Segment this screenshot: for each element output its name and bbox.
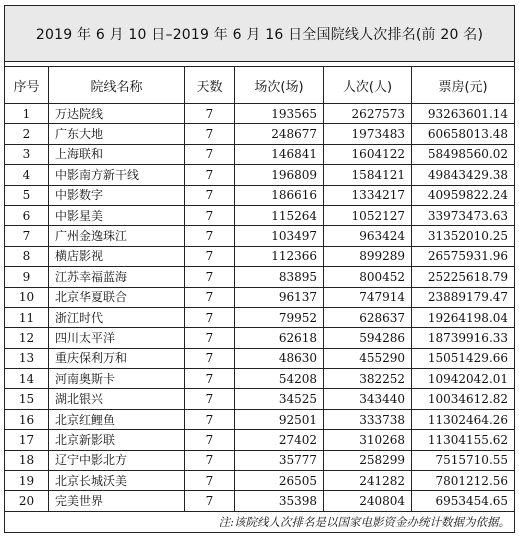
table-row bbox=[5, 226, 515, 246]
cell-name: 广州金逸珠江 bbox=[49, 226, 185, 246]
note-row bbox=[5, 511, 515, 532]
cell-shows: 62618 bbox=[235, 328, 324, 348]
cell-boxoffice: 23889179.47 bbox=[412, 287, 515, 307]
cell-boxoffice: 49843429.38 bbox=[412, 165, 515, 185]
table-row bbox=[5, 369, 515, 389]
table-body bbox=[5, 104, 515, 512]
cell-days: 7 bbox=[185, 185, 235, 205]
table-title: 2019 年 6 月 10 日–2019 年 6 月 16 日全国院线人次排名(前 20 名) bbox=[5, 6, 515, 62]
cell-boxoffice: 15051429.66 bbox=[412, 348, 515, 368]
header-shows: 场次(场) bbox=[235, 67, 324, 104]
cell-name: 湖北银兴 bbox=[49, 389, 185, 409]
cell-boxoffice: 10034612.82 bbox=[412, 389, 515, 409]
cell-days: 7 bbox=[185, 267, 235, 287]
cell-attendance: 241282 bbox=[324, 471, 412, 491]
cell-rank: 16 bbox=[5, 409, 49, 429]
cell-attendance: 1052127 bbox=[324, 205, 412, 225]
header-name: 院线名称 bbox=[49, 67, 185, 104]
cell-attendance: 899289 bbox=[324, 246, 412, 266]
cell-attendance: 455290 bbox=[324, 348, 412, 368]
cell-name: 万达院线 bbox=[49, 104, 185, 124]
cell-rank: 15 bbox=[5, 389, 49, 409]
cell-days: 7 bbox=[185, 144, 235, 164]
cell-shows: 35398 bbox=[235, 491, 324, 511]
footnote: 注:该院线人次排名是以国家电影资金办统计数据为依据。 bbox=[5, 511, 515, 532]
cell-name: 北京红鲤鱼 bbox=[49, 409, 185, 429]
cell-rank: 14 bbox=[5, 369, 49, 389]
cell-boxoffice: 93263601.14 bbox=[412, 104, 515, 124]
cell-days: 7 bbox=[185, 369, 235, 389]
cell-days: 7 bbox=[185, 328, 235, 348]
cell-attendance: 594286 bbox=[324, 328, 412, 348]
cell-boxoffice: 7801212.56 bbox=[412, 471, 515, 491]
table-row bbox=[5, 430, 515, 450]
cell-name: 河南奥斯卡 bbox=[49, 369, 185, 389]
cell-shows: 96137 bbox=[235, 287, 324, 307]
cell-rank: 19 bbox=[5, 471, 49, 491]
cell-name: 浙江时代 bbox=[49, 307, 185, 327]
cell-boxoffice: 31352010.25 bbox=[412, 226, 515, 246]
cell-attendance: 258299 bbox=[324, 450, 412, 470]
cell-name: 广东大地 bbox=[49, 124, 185, 144]
header-boxoffice: 票房(元) bbox=[412, 67, 515, 104]
cell-attendance: 310268 bbox=[324, 430, 412, 450]
cell-days: 7 bbox=[185, 491, 235, 511]
table-row bbox=[5, 246, 515, 266]
cell-boxoffice: 6953454.65 bbox=[412, 491, 515, 511]
cell-name: 北京华夏联合 bbox=[49, 287, 185, 307]
cell-days: 7 bbox=[185, 471, 235, 491]
cell-rank: 6 bbox=[5, 205, 49, 225]
cell-rank: 4 bbox=[5, 165, 49, 185]
cell-days: 7 bbox=[185, 205, 235, 225]
cell-shows: 196809 bbox=[235, 165, 324, 185]
table-row bbox=[5, 389, 515, 409]
cell-name: 中影数字 bbox=[49, 185, 185, 205]
cell-boxoffice: 19264198.04 bbox=[412, 307, 515, 327]
ranking-table bbox=[4, 5, 515, 533]
header-rank: 序号 bbox=[5, 67, 49, 104]
cell-shows: 186616 bbox=[235, 185, 324, 205]
cell-attendance: 382252 bbox=[324, 369, 412, 389]
cell-days: 7 bbox=[185, 226, 235, 246]
cell-rank: 17 bbox=[5, 430, 49, 450]
cell-rank: 5 bbox=[5, 185, 49, 205]
cell-boxoffice: 18739916.33 bbox=[412, 328, 515, 348]
cell-shows: 115264 bbox=[235, 205, 324, 225]
cell-days: 7 bbox=[185, 348, 235, 368]
cell-attendance: 800452 bbox=[324, 267, 412, 287]
cell-shows: 146841 bbox=[235, 144, 324, 164]
header-attendance: 人次(人) bbox=[324, 67, 412, 104]
cell-shows: 92501 bbox=[235, 409, 324, 429]
cell-rank: 7 bbox=[5, 226, 49, 246]
cell-attendance: 747914 bbox=[324, 287, 412, 307]
cell-attendance: 240804 bbox=[324, 491, 412, 511]
cell-attendance: 1334217 bbox=[324, 185, 412, 205]
cell-days: 7 bbox=[185, 450, 235, 470]
table-row bbox=[5, 144, 515, 164]
cell-name: 上海联和 bbox=[49, 144, 185, 164]
cell-attendance: 628637 bbox=[324, 307, 412, 327]
cell-shows: 193565 bbox=[235, 104, 324, 124]
cell-boxoffice: 26575931.96 bbox=[412, 246, 515, 266]
table-row bbox=[5, 267, 515, 287]
cell-attendance: 2627573 bbox=[324, 104, 412, 124]
table-row bbox=[5, 450, 515, 470]
cell-name: 北京新影联 bbox=[49, 430, 185, 450]
table-row bbox=[5, 328, 515, 348]
cell-days: 7 bbox=[185, 104, 235, 124]
cell-boxoffice: 11304155.62 bbox=[412, 430, 515, 450]
cell-shows: 83895 bbox=[235, 267, 324, 287]
table-row bbox=[5, 287, 515, 307]
cell-boxoffice: 40959822.24 bbox=[412, 185, 515, 205]
cell-rank: 2 bbox=[5, 124, 49, 144]
cell-name: 中影南方新干线 bbox=[49, 165, 185, 185]
title-row bbox=[5, 6, 515, 62]
cell-days: 7 bbox=[185, 409, 235, 429]
cell-rank: 18 bbox=[5, 450, 49, 470]
cell-name: 完美世界 bbox=[49, 491, 185, 511]
cell-rank: 1 bbox=[5, 104, 49, 124]
table-row bbox=[5, 205, 515, 225]
cell-days: 7 bbox=[185, 124, 235, 144]
cell-rank: 10 bbox=[5, 287, 49, 307]
cell-rank: 8 bbox=[5, 246, 49, 266]
cell-shows: 248677 bbox=[235, 124, 324, 144]
table-row bbox=[5, 348, 515, 368]
cell-boxoffice: 60658013.48 bbox=[412, 124, 515, 144]
cell-shows: 26505 bbox=[235, 471, 324, 491]
cell-shows: 48630 bbox=[235, 348, 324, 368]
cell-attendance: 343440 bbox=[324, 389, 412, 409]
cell-rank: 11 bbox=[5, 307, 49, 327]
table-row bbox=[5, 409, 515, 429]
cell-shows: 79952 bbox=[235, 307, 324, 327]
cell-shows: 34525 bbox=[235, 389, 324, 409]
cell-days: 7 bbox=[185, 246, 235, 266]
cell-name: 北京长城沃美 bbox=[49, 471, 185, 491]
table-row bbox=[5, 491, 515, 511]
cell-attendance: 1584121 bbox=[324, 165, 412, 185]
cell-boxoffice: 7515710.55 bbox=[412, 450, 515, 470]
cell-name: 辽宁中影北方 bbox=[49, 450, 185, 470]
cell-boxoffice: 11302464.26 bbox=[412, 409, 515, 429]
table-row bbox=[5, 471, 515, 491]
cell-shows: 103497 bbox=[235, 226, 324, 246]
cell-shows: 27402 bbox=[235, 430, 324, 450]
table-row bbox=[5, 307, 515, 327]
cell-boxoffice: 58498560.02 bbox=[412, 144, 515, 164]
cell-name: 四川太平洋 bbox=[49, 328, 185, 348]
table-row bbox=[5, 104, 515, 124]
cell-days: 7 bbox=[185, 287, 235, 307]
cell-attendance: 963424 bbox=[324, 226, 412, 246]
cell-rank: 12 bbox=[5, 328, 49, 348]
cell-attendance: 1604122 bbox=[324, 144, 412, 164]
cell-rank: 3 bbox=[5, 144, 49, 164]
cell-shows: 54208 bbox=[235, 369, 324, 389]
header-row bbox=[5, 67, 515, 104]
cell-days: 7 bbox=[185, 165, 235, 185]
cell-boxoffice: 10942042.01 bbox=[412, 369, 515, 389]
cell-days: 7 bbox=[185, 307, 235, 327]
cell-shows: 112366 bbox=[235, 246, 324, 266]
cell-boxoffice: 33973473.63 bbox=[412, 205, 515, 225]
cell-rank: 20 bbox=[5, 491, 49, 511]
cell-name: 中影星美 bbox=[49, 205, 185, 225]
cell-boxoffice: 25225618.79 bbox=[412, 267, 515, 287]
cell-days: 7 bbox=[185, 389, 235, 409]
cell-rank: 13 bbox=[5, 348, 49, 368]
cell-rank: 9 bbox=[5, 267, 49, 287]
cell-name: 重庆保利万和 bbox=[49, 348, 185, 368]
cell-name: 江苏幸福蓝海 bbox=[49, 267, 185, 287]
cell-shows: 35777 bbox=[235, 450, 324, 470]
table-row bbox=[5, 185, 515, 205]
header-days: 天数 bbox=[185, 67, 235, 104]
cell-days: 7 bbox=[185, 430, 235, 450]
table-row bbox=[5, 165, 515, 185]
cell-attendance: 333738 bbox=[324, 409, 412, 429]
cell-name: 横店影视 bbox=[49, 246, 185, 266]
table-row bbox=[5, 124, 515, 144]
cell-attendance: 1973483 bbox=[324, 124, 412, 144]
